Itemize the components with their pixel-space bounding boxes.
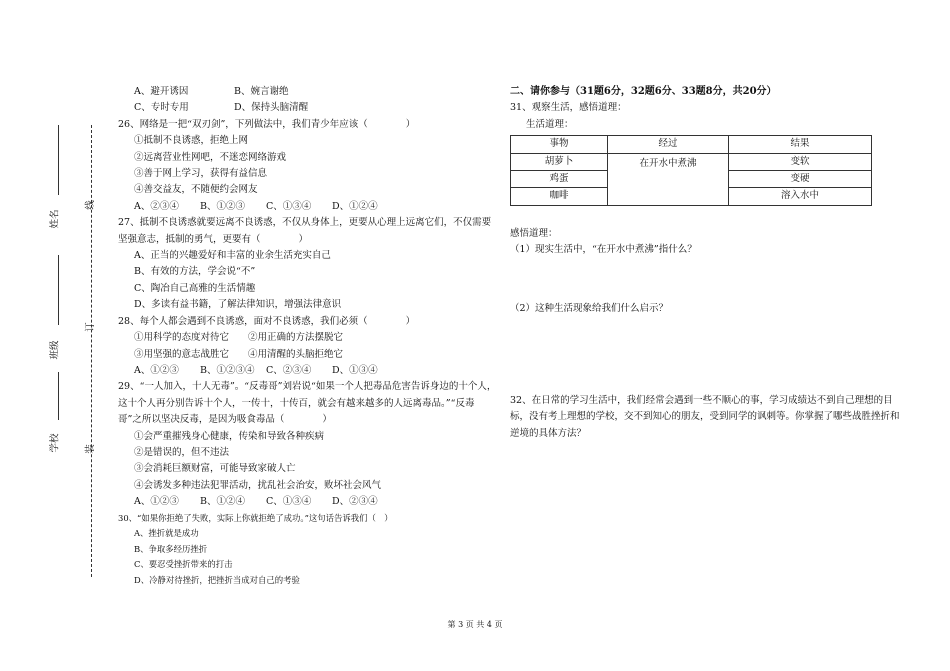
binding-char-line: 线: [84, 200, 96, 210]
table-cell-thing: 咖啡: [511, 188, 608, 205]
page-footer: 第 3 页 共 4 页: [447, 620, 503, 629]
q30-stem: 30、“如果你拒绝了失败，实际上你就拒绝了成功。”这句话告诉我们（ ）: [118, 512, 393, 523]
q29-item: ③会消耗巨额财富，可能导致家破人亡: [134, 463, 296, 475]
q32-stem: 32、在日常的学习生活中，我们经常会遇到一些不顺心的事，学习成绩达不到自己理想的目标，没有考上理想的学校，交不到知心的朋友，受到同学的讽刺等。你掌握了哪些战胜挫折和逆境的具体方法？: [510, 395, 900, 439]
table-cell-process: 在开水中煮沸: [608, 153, 729, 205]
school-underline: [58, 372, 59, 420]
q29-item: ②是错误的，但不违法: [134, 446, 230, 458]
q29-item: ④会诱发多种违法犯罪活动，扰乱社会治安，败坏社会风气: [134, 479, 382, 491]
name-label: 姓名: [49, 209, 61, 229]
q28-options: [118, 363, 498, 379]
q26-items: [118, 133, 498, 199]
q29-option-a: A、①②③: [134, 496, 179, 508]
school-label: 学校: [49, 433, 61, 453]
q26-stem: 26、网络是一把“双刃剑”，下列做法中，我们青少年应该（ ）: [118, 118, 416, 130]
binding-char-bind: 装: [84, 444, 96, 454]
class-label: 班级: [49, 340, 61, 360]
header-thing: 事物: [511, 136, 608, 153]
q26-option-b: B、①②③: [200, 200, 245, 212]
q27-option-d: D、多读有益书籍，了解法律知识，增强法律意识: [134, 299, 342, 311]
observation-table: [510, 135, 872, 206]
q28-option-a: A、①②③: [134, 364, 179, 376]
q28-option-c: C、②③④: [266, 364, 312, 376]
class-underline: [58, 255, 59, 325]
q25-options-row2: [118, 100, 498, 116]
table-cell-thing: 胡萝卜: [511, 153, 608, 170]
q27-stem: 27、抵制不良诱惑就要远离不良诱惑，不仅从身体上，更要从心理上远离它们，不仅需要坚强意志，抵制的勇气，更要有（ ）: [118, 217, 492, 245]
q26-option-a: A、②③④: [134, 200, 179, 212]
q30-option-b: B、争取多经历挫折: [134, 543, 208, 554]
q29-options: [118, 494, 498, 510]
q29-items: [118, 429, 498, 495]
table-cell-result: 溶入水中: [729, 188, 872, 205]
table-cell-result: 变硬: [729, 171, 872, 188]
life-principle-label: 生活道理：: [526, 118, 574, 130]
q30-option-a: A、挫折就是成功: [134, 528, 199, 539]
q28-stem: 28、每个人都会遇到不良诱惑，面对不良诱惑，我们必须（ ）: [118, 315, 416, 327]
q31-sub2: （2）这种生活现象给我们什么启示？: [510, 302, 669, 314]
q26-option-d: D、①②④: [332, 200, 378, 212]
q31-sub1: （1）现实生活中，“在开水中煮沸”指什么？: [510, 244, 697, 256]
q28-item: ③用坚强的意志战胜它 ④用清醒的头脑拒绝它: [134, 348, 344, 360]
q26-option-c: C、①③④: [266, 200, 312, 212]
table-row: [511, 153, 872, 170]
q27-option-a: A、正当的兴趣爱好和丰富的业余生活充实自己: [134, 250, 331, 262]
q27-options: [118, 248, 498, 314]
binding-char-staple: 订: [84, 322, 96, 332]
binding-dashed-line: [91, 125, 92, 577]
q26-item: ④善交益友，不随便约会网友: [134, 184, 258, 196]
q28-option-d: D、①③④: [332, 364, 378, 376]
section-title: 二、请你参与（31题6分，32题6分、33题8分，共20分）: [510, 86, 777, 97]
q26-item: ②远离营业性网吧，不迷恋网络游戏: [134, 151, 287, 163]
table-cell-thing: 鸡蛋: [511, 171, 608, 188]
q29-item: ①会严重摧残身心健康，传染和导致各种疾病: [134, 430, 325, 442]
header-process: 经过: [608, 136, 729, 153]
right-column: [510, 84, 910, 442]
name-underline: [58, 125, 59, 195]
left-column: [118, 84, 498, 589]
insight-label: 感悟道理：: [510, 227, 558, 239]
q31-stem: 31、观察生活，感悟道理：: [510, 102, 627, 114]
q26-options: [118, 199, 498, 215]
table-cell-result: 变软: [729, 153, 872, 170]
q25-option-a: A、避开诱因: [134, 86, 189, 97]
table-header-row: [511, 136, 872, 153]
q29-option-b: B、①②④: [200, 496, 245, 508]
q30-options: [118, 526, 498, 588]
q25-option-b: B、婉言谢绝: [234, 86, 289, 97]
q30-option-c: C、要忍受挫折带来的打击: [134, 559, 233, 570]
header-result: 结果: [729, 136, 872, 153]
q27-option-b: B、有效的方法，学会说“不”: [134, 266, 256, 278]
q28-items: [118, 330, 498, 363]
q28-item: ①用科学的态度对待它 ②用正确的方法摆脱它: [134, 332, 344, 344]
q29-option-d: D、②③④: [332, 496, 378, 508]
q25-option-c: C、专时专用: [134, 102, 189, 114]
q27-option-c: C、陶冶自己高雅的生活情趣: [134, 282, 256, 294]
q26-item: ①抵制不良诱惑，拒绝上网: [134, 135, 249, 147]
q29-stem: 29、“一人加入，十人无毒”。“反毒哥”刘岩说“如果一个人把毒品危害告诉身边的十个人，这十个人再分别告诉十个人，一传十，十传百，就会有越来越多的人远离毒品。”“反毒哥”之所以坚决反毒，是因为吸食毒品（ ）: [118, 381, 497, 426]
q25-options-row1: [118, 84, 498, 100]
q29-option-c: C、①③④: [266, 496, 312, 508]
q26-item: ③善于网上学习，获得有益信息: [134, 168, 268, 180]
q28-option-b: B、①②③④: [200, 364, 255, 376]
q30-option-d: D、冷静对待挫折，把挫折当成对自己的考验: [134, 574, 300, 585]
q25-option-d: D、保持头脑清醒: [234, 102, 309, 114]
